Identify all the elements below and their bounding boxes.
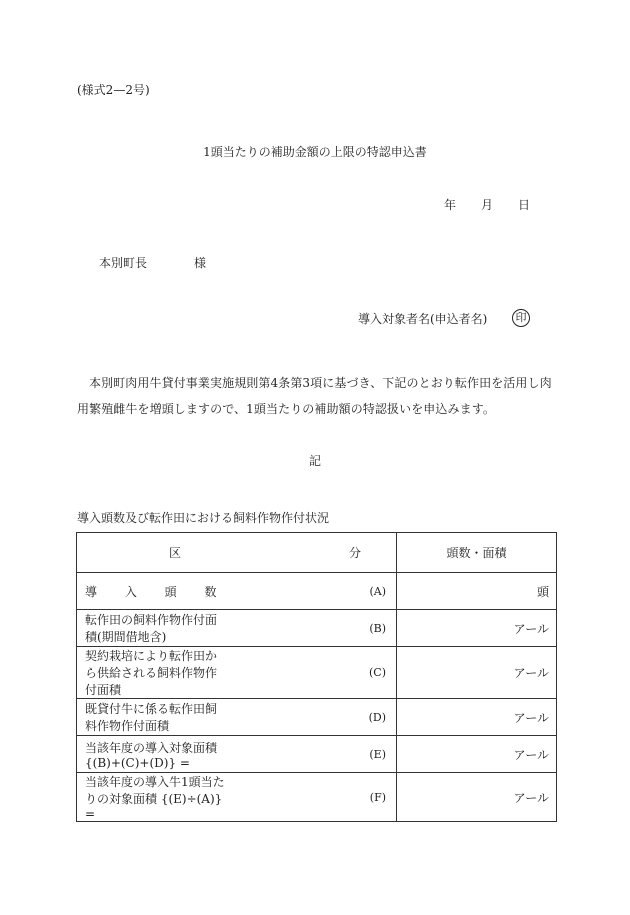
row-unit[interactable]: アール [397, 773, 557, 822]
header-unit: 頭数・面積 [397, 533, 557, 573]
table-row [77, 647, 557, 699]
row-label: 既貸付牛に係る転作田飼料作物作付面積 [77, 699, 237, 736]
row-unit[interactable]: アール [397, 610, 557, 647]
row-letter: (A) [237, 573, 397, 610]
row-letter: (F) [237, 773, 397, 822]
table-row [77, 736, 557, 773]
row-letter: (B) [237, 610, 397, 647]
planting-status-table [76, 532, 557, 822]
table-row [77, 699, 557, 736]
table-row [77, 610, 557, 647]
row-label: 転作田の飼料作物作付面積(期間借地含) [77, 610, 237, 647]
body-paragraph: 本別町肉用牛貸付事業実施規則第4条第3項に基づき、下記のとおり転作田を活用し肉用繁殖雌牛を増頭しますので、1頭当たりの補助額の特認扱いを申込みます。 [77, 376, 552, 416]
header-category [77, 533, 397, 573]
row-label: 導 入 頭 数 [77, 573, 237, 610]
addressee [99, 257, 206, 269]
form-number: (様式2—2号) [77, 83, 150, 97]
row-label: 当該年度の導入対象面積 {(B)+(C)+(D)} = [77, 736, 237, 773]
date-day: 日 [518, 198, 531, 212]
applicant-label: 導入対象者名(申込者名) [358, 312, 488, 326]
row-letter: (D) [237, 699, 397, 736]
date-month: 月 [481, 198, 494, 212]
table-row [77, 773, 557, 822]
table-row [77, 573, 557, 610]
header-category-right: 分 [349, 546, 362, 560]
header-category-left: 区 [169, 546, 182, 560]
row-letter: (C) [237, 647, 397, 699]
table-header-row [77, 533, 557, 573]
row-unit[interactable]: アール [397, 699, 557, 736]
document-title: 1頭当たりの補助金額の上限の特認申込書 [203, 145, 427, 159]
row-unit[interactable]: アール [397, 736, 557, 773]
date-line [444, 199, 530, 211]
ki-heading: 記 [308, 454, 321, 468]
table-caption: 導入頭数及び転作田における飼料作物作付状況 [77, 511, 330, 525]
seal-mark: 印 [512, 309, 530, 327]
row-unit[interactable]: アール [397, 647, 557, 699]
date-year: 年 [444, 198, 457, 212]
addressee-honorific: 様 [194, 256, 207, 270]
row-label: 契約栽培により転作田から供給される飼料作物作付面積 [77, 647, 237, 699]
row-unit[interactable]: 頭 [397, 573, 557, 610]
row-letter: (E) [237, 736, 397, 773]
row-label: 当該年度の導入牛1頭当たりの対象面積 {(E)÷(A)} = [77, 773, 237, 822]
addressee-name: 本別町長 [99, 256, 148, 270]
